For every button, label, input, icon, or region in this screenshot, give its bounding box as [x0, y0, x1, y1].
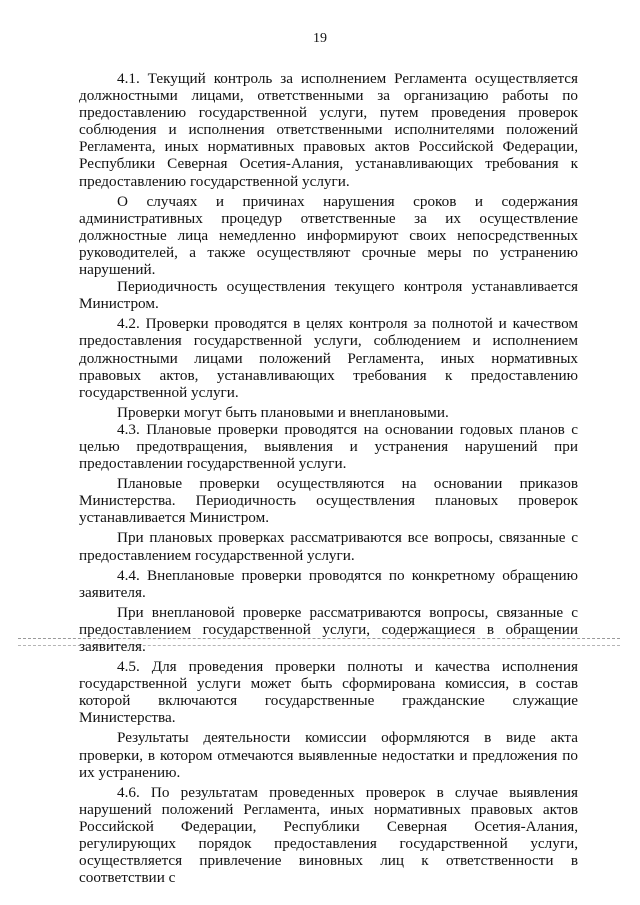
paragraph-4-5: 4.5. Для проведения проверки полноты и качества исполнения государственной услуги может быть сформирована комиссия, в состав которой включаются государственные гражданские служащие Министерства.	[79, 658, 578, 727]
page-number: 19	[313, 31, 327, 46]
paragraph-4-3: 4.3. Плановые проверки проводятся на основании годовых планов с целью предотвращения, выявления и устранения нарушений при предоставлении государственной услуги.	[79, 420, 578, 473]
paragraph-check-types: Проверки могут быть плановыми и внеплановыми.	[117, 403, 449, 421]
paragraph-periodicity: Периодичность осуществления текущего контроля устанавливается Министром.	[79, 278, 578, 313]
paragraph-violations: О случаях и причинах нарушения сроков и содержания административных процедур ответственные за их осуществление должностные лица немедленно информируют своих непосредственных руководителей, а также осуществляют срочные меры по устранению нарушений.	[79, 192, 578, 279]
document-body	[79, 70, 578, 889]
paragraph-4-6: 4.6. По результатам проведенных проверок в случае выявления нарушений положений Регламента, иных нормативных правовых актов Российской Федерации, Республики Северная Осетия-Алания, регулирующих порядок предоставления государственной услуги, осуществляется привлечение виновных лиц к ответственности в соответствии с	[79, 783, 578, 887]
paragraph-planned-scope: При плановых проверках рассматриваются все вопросы, связанные с предоставлением государственной услуги.	[79, 529, 578, 564]
paragraph-commission-results: Результаты деятельности комиссии оформляются в виде акта проверки, в котором отмечаются выявленные недостатки и предложения по их устранению.	[79, 729, 578, 781]
paragraph-4-2: 4.2. Проверки проводятся в целях контроля за полнотой и качеством предоставления государственной услуги, соблюдением и исполнением должностными лицами положений Регламента, иных нормативных правовых актов, устанавливающих требования к предоставлению государственной услуги.	[79, 315, 578, 401]
paragraph-4-1: 4.1. Текущий контроль за исполнением Регламента осуществляется должностными лицами, ответственными за организацию работы по предоставлению государственной услуги, путем проведения проверок соблюдения и исполнения ответственными исполнителями положений Регламента, иных нормативных правовых актов Российской Федерации, Республики Северная Осетия-Алания, устанавливающих требования к предоставлению государственной услуги.	[79, 70, 578, 190]
paragraph-4-4: 4.4. Внеплановые проверки проводятся по конкретному обращению заявителя.	[79, 566, 578, 601]
paragraph-unplanned-scope: При внеплановой проверке рассматриваются вопросы, связанные с предоставлением государственной услуги, содержащиеся в обращении заявителя.	[79, 603, 578, 655]
paragraph-planned-basis: Плановые проверки осуществляются на основании приказов Министерства. Периодичность осуществления плановых проверок устанавливается Министром.	[79, 475, 578, 527]
